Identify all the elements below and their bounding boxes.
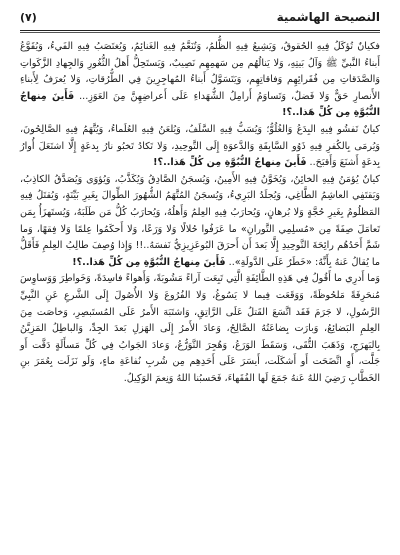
paragraph-text: فكيانٌ تُؤكَلُ فِيهِ الحُقوقُ، وَيَشِيعُ فِيهِ الظُّلمُ، وَتُنَعَّمُ فِيهِ الغَنائِمُ، وَيُغتَصَبُ فِيهِ الفَيءُ، وَيُقَوَّعُ أَبناءُ النَّبيِّ ﷺ وَآلُ بَيتِهِ، وَلا يَنالُهُم مِن سَهمِهِم نَصِيبٌ، وَيَستَحِلُّ أَهلُ الثُّغُورِ وَالجِهادِ الزَّكَواتِ وَالصَّدَقاتِ مِن فُقَرائِهِم وَفاقاتِهِم، وَيَتَسَوَّلُ أَبناءُ المُهاجِرِينَ فِي الطُّرُقاتِ، وَلا يُعرَفُ لِأَبناءِ الأَنصارِ حَقٌّ وَلا فَضلٌ، وَتَساوَمُ أَرامِلُ الشُّهَداءِ عَلَى أَعراضِهِنَّ مِنَ العَوَزِ... — [20, 41, 380, 102]
header-rule-thin — [20, 32, 380, 33]
refrain-quote: فَأَينَ مِنهاجُ النُّبُوَّةِ مِن كُلِّ هَذا..؟! — [153, 157, 307, 169]
paragraph-text: كيانٌ يُؤمَنُ فِيهِ الخائِنُ، وَيُخَوَّنُ فِيهِ الأَمِينُ، وَيُسجَنُ الصَّادِقُ وَيُكَذَّبُ، وَيُؤوَى وَيُصَدَّقُ الكاذِبُ، وَيَقتَفِي العاشِمُ الطَّاغِي، وَيُجلَدُ البَرِيءُ، وَيُسجَنُ المُتَّهَمُ الشُّهُورَ الطِّوالَ بِغَيرِ بَيِّنَةٍ، وَيُقتَلُ فِيهِ المَظلُومُ بِغَيرِ حُجَّةٍ وَلا بُرهانٍ، وَيُحارَبُ فِيهِ العِلمُ وَأَهلُهُ، وَيُحارَبُ كُلُّ مَن طَلَبَهُ، وَيُستَهزَأُ بِمَن تَعامَلَ صِفَةً مِن «مُسلِمِي التَّورانِ» ما عَرَفُوا حُلالًا وَلا وَرَعًا، وَلا أَحكَمُوا عِلمًا وَلا فِقهًا، وَما شَمَّ أَحَدُهُم رائِحَةَ التَّوحِيدِ إِلَّا بَعدَ أَن أَحرَقَ البُوعَزِيزِيُّ نَفسَهُ..!! وَإِذا وُصِفَ طالِبُ العِلمِ فَأَقَلُّ ما يُقالُ عَنهُ بِأَنَّهُ: «خَطَرٌ عَلَى الدَّولَةِ».. — [20, 173, 380, 268]
paragraph — [20, 271, 380, 387]
document-page — [20, 10, 380, 550]
paragraph-text: وَما أَدرِي ما أَقُولُ فِي هَذِهِ الطَّائِفَةِ الَّتِي تَبِعَت آراءً مَشُوبَةً، وَأَهواءً فاسِدَةً، وَخَواطِرَ وَوَساوِسَ مُنحَرِفَةً مَلحُوظَةً، وَوَقَعَت فِيما لا يَسُوغُ، وَلا الفُرُوعَ وَلا الأُصُولَ إِلَى الشَّرعِ عَنِ النَّبِيِّ الرَّسُولِ، لا جَرَمَ فَقَد اتَّسَعَ القَتلُ عَلَى الرَّاتِقِ، وَاشتَبَهَ الأَمرُ عَلَى المُستَبصِرِ، وَخاصَت مِنَ العِلمِ البَضائِعُ، وَبارَت بِضاعَتُهُ الصَّالِحُ، وَعادَ الأَمرُ إِلَى الهَزلِ بَعدَ الجِدِّ، وَالباطِلُ المَزِيَّنُ بِالبَهرَجِ، وَذَهَبَ التُّقَى، وَسَقَطَ الوَرَعُ، وَهُجِرَ التَّوَرُّعُ، وَعادَ الجَوابُ فِي كُلِّ مَسأَلَةٍ دَقَّت أَو جَلَّت، أَوِ اتَّضَحَت أَو أَشكَلَت، أَيسَرَ عَلَى أَحَدِهِم مِن شُربِ نُفاعَةِ ماءٍ، وَلَو نَزَلَت بِعُمَرَ بنِ الخَطَّابِ رَضِيَ اللهُ عَنهُ جَمَعَ لَها الفُقَهاءَ، فَحَسبُنا اللهُ وَنِعمَ الوَكِيلُ. — [20, 273, 380, 384]
paragraph — [20, 172, 380, 272]
page-header — [20, 10, 380, 28]
page-number: (٧) — [20, 11, 37, 24]
refrain-quote: فَأَينَ مِنهاجُ النُّبُوَّةِ مِن كُلِّ هَذا..؟! — [20, 90, 380, 119]
paragraph-text: كيانٌ تَفشُو فِيهِ البِدَعُ وَالغُلُوُّ؛ وَيُسَبُّ فِيهِ السَّلَفُ، وَيُلعَنُ فِيهِ العُلَماءُ، وَيُتَّهَمُ فِيهِ الصَّالِحُونَ، وَيُرمَى بِالكُفرِ فِيهِ ذَوُو السَّابِقَةِ وَالدَّعوَةِ إِلَى التَّوحِيدِ، وَلا تَكادُ تَخبُو نارُ بِدعَةٍ إِلَّا اشتَعَلَ أُوارُ بِدعَةٍ أَشنَعَ وَأَقبَحَ.. — [20, 123, 380, 169]
refrain-quote: فَأَينَ مِنهاجُ النُّبُوَّةِ مِن كُلِّ هَذا..؟! — [72, 256, 226, 268]
header-rule — [20, 30, 380, 31]
paragraph — [20, 122, 380, 172]
paragraph — [20, 39, 380, 122]
running-title: النصيحة الهاشمية — [276, 10, 380, 24]
body-text — [20, 39, 380, 387]
